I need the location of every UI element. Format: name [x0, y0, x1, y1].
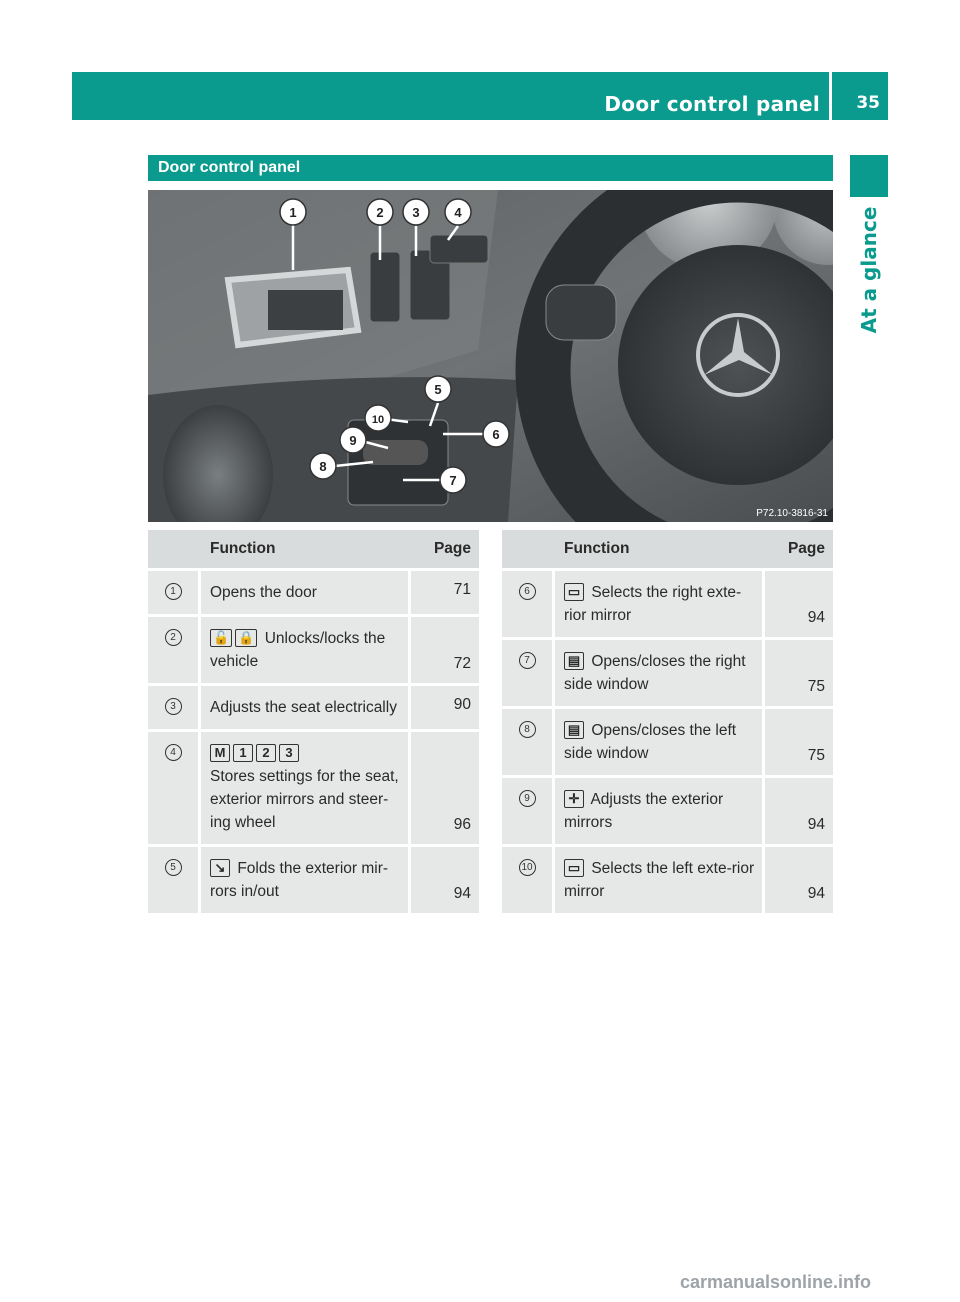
item-number: 5: [165, 859, 182, 876]
table-row: [148, 568, 479, 614]
door-panel-photo: [148, 190, 833, 522]
header-function: Function: [555, 530, 765, 568]
page-ref: 94: [765, 844, 833, 913]
table-row: [502, 568, 833, 637]
function-text: Opens/closes the right side window: [564, 653, 746, 693]
callout-2: 2: [376, 205, 384, 220]
table-row: [502, 775, 833, 844]
watermark: carmanualsonline.info: [680, 1272, 872, 1292]
callout-10: 10: [371, 414, 385, 426]
page-ref: 96: [411, 729, 479, 844]
function-text: Opens/closes the left side window: [564, 722, 737, 762]
side-tab-marker: [850, 155, 888, 197]
memory-m-icon: M: [210, 744, 230, 762]
function-table-right: [502, 530, 833, 913]
section-title: Door control panel: [158, 159, 301, 176]
callout-5: 5: [434, 382, 442, 397]
header-page: Page: [411, 530, 479, 568]
header-divider: [829, 72, 832, 120]
page-ref: 72: [411, 614, 479, 683]
table-row: [148, 729, 479, 844]
table-row: [148, 683, 479, 729]
callout-4: 4: [454, 205, 462, 220]
right-mirror-icon: ▭: [564, 583, 584, 601]
mirror-adjust-icon: ✛: [564, 790, 584, 808]
function-text: Adjusts the exterior mirrors: [564, 791, 724, 831]
callout-1: 1: [289, 205, 297, 220]
function-text: Opens the door: [210, 584, 317, 601]
unlock-icon: 🔓: [210, 629, 232, 647]
function-table-left: [148, 530, 479, 913]
window-icon: ▤: [564, 721, 584, 739]
callout-3: 3: [412, 205, 420, 220]
side-tab: [850, 200, 888, 340]
header-function: Function: [201, 530, 411, 568]
item-number: 10: [519, 859, 536, 876]
page-ref: 94: [411, 844, 479, 913]
header-num: [148, 530, 201, 568]
item-number: 3: [165, 698, 182, 715]
function-text: Selects the left exte-rior mirror: [564, 860, 755, 900]
page-number: 35: [856, 93, 880, 113]
table-row: [148, 614, 479, 683]
function-text: Selects the right exte-rior mirror: [564, 584, 742, 624]
header-title: Door control panel: [604, 92, 820, 116]
header-num: [502, 530, 555, 568]
page-ref: 75: [765, 706, 833, 775]
function-text: Stores settings for the seat, exterior mirrors and steer-ing wheel: [210, 768, 399, 831]
function-text: Adjusts the seat electrically: [210, 699, 397, 716]
page-ref: 71: [411, 568, 479, 614]
callout-6: 6: [492, 427, 500, 442]
item-number: 4: [165, 744, 182, 761]
table-row: [502, 706, 833, 775]
table-row: [148, 844, 479, 913]
item-number: 1: [165, 583, 182, 600]
page-ref: 94: [765, 775, 833, 844]
running-header: [72, 72, 888, 120]
left-mirror-icon: ▭: [564, 859, 584, 877]
callout-8: 8: [319, 459, 327, 474]
section-heading: [148, 155, 833, 181]
table-row: [502, 844, 833, 913]
table-header: [502, 530, 833, 568]
callout-7: 7: [449, 473, 457, 488]
item-number: 6: [519, 583, 536, 600]
memory-3-icon: 3: [279, 744, 299, 762]
side-tab-label: At a glance: [857, 206, 881, 334]
function-text: Unlocks/locks the vehicle: [210, 630, 386, 670]
memory-1-icon: 1: [233, 744, 253, 762]
lock-icon: 🔒: [235, 629, 257, 647]
figure-reference: P72.10-3816-31: [756, 508, 828, 519]
item-number: 2: [165, 629, 182, 646]
table-row: [502, 637, 833, 706]
page-ref: 94: [765, 568, 833, 637]
item-number: 9: [519, 790, 536, 807]
item-number: 7: [519, 652, 536, 669]
header-page: Page: [765, 530, 833, 568]
table-header: [148, 530, 479, 568]
window-icon: ▤: [564, 652, 584, 670]
page-ref: 90: [411, 683, 479, 729]
function-text: Folds the exterior mir-rors in/out: [210, 860, 389, 900]
memory-2-icon: 2: [256, 744, 276, 762]
mirror-fold-icon: ↘: [210, 859, 230, 877]
callout-9: 9: [349, 433, 357, 448]
item-number: 8: [519, 721, 536, 738]
page-ref: 75: [765, 637, 833, 706]
